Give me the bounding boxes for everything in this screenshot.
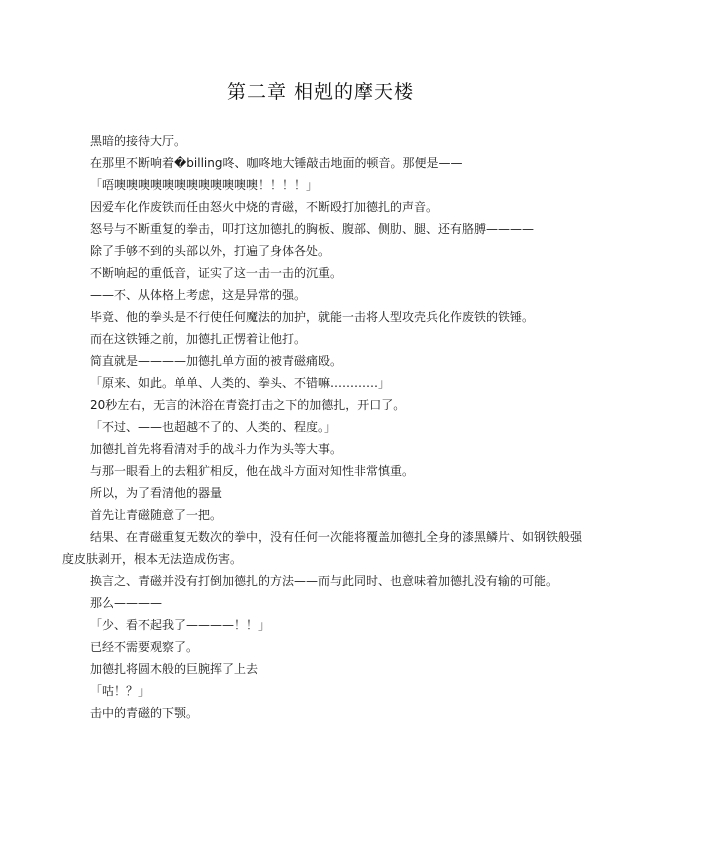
paragraph: 「咕！？」 bbox=[90, 684, 151, 698]
paragraph: 毕竟、他的拳头是不行使任何魔法的加护，就能一击将人型攻壳兵化作废铁的铁锤。 bbox=[90, 310, 535, 324]
paragraph: 换言之、青磁并没有打倒加德扎的方法——而与此同时、也意味着加德扎没有输的可能。 bbox=[90, 574, 559, 588]
paragraph: 而在这铁锤之前，加德扎正愣着让他打。 bbox=[90, 332, 307, 346]
paragraph: 结果、在青磁重复无数次的拳中，没有任何一次能将覆盖加德扎全身的漆黑鳞片、如钢铁般强度皮肤剥开，根本无法造成伤害。 bbox=[62, 530, 583, 566]
paragraph: 所以，为了看清他的器量 bbox=[90, 486, 223, 500]
paragraph: 简直就是————加德扎单方面的被青磁痛殴。 bbox=[90, 354, 343, 368]
paragraph: 20秒左右，无言的沐浴在青瓷打击之下的加德扎，开口了。 bbox=[90, 398, 406, 412]
paragraph: 与那一眼看上的去粗犷相反，他在战斗方面对知性非常慎重。 bbox=[90, 464, 415, 478]
paragraph: 击中的青磁的下颚。 bbox=[90, 706, 199, 720]
paragraph: 因爱车化作废铁而任由怒火中烧的青磁，不断殴打加德扎的声音。 bbox=[90, 200, 439, 214]
paragraph: 「原来、如此。单单、人类的、拳头、不错嘛…………」 bbox=[90, 376, 391, 390]
paragraph: 「少、看不起我了————！！」 bbox=[90, 618, 271, 632]
paragraph: 加德扎首先将看清对手的战斗力作为头等大事。 bbox=[90, 442, 343, 456]
paragraph: 在那里不断响着�billing咚、咖咚地大锤敲击地面的顿音。那便是—— bbox=[90, 156, 463, 170]
paragraph: 「唔噢噢噢噢噢噢噢噢噢噢噢噢！！！！」 bbox=[90, 178, 319, 192]
paragraph: 加德扎将圆木般的巨腕挥了上去 bbox=[90, 662, 259, 676]
paragraph: 「不过、——也超越不了的、人类的、程度。」 bbox=[90, 420, 337, 434]
paragraph: 那么———— bbox=[90, 596, 163, 610]
paragraph: 不断响起的重低音，证实了这一击一击的沉重。 bbox=[90, 266, 343, 280]
paragraph: 黑暗的接待大厅。 bbox=[90, 134, 187, 148]
paragraph: 首先让青磁随意了一把。 bbox=[90, 508, 223, 522]
paragraph: ——不、从体格上考虑，这是异常的强。 bbox=[90, 288, 307, 302]
paragraph: 怒号与不断重复的拳击，叩打这加德扎的胸板、腹部、侧肋、腿、还有胳膊———— bbox=[90, 222, 535, 236]
chapter-title: 第二章 相剋的摩天楼 bbox=[226, 81, 415, 103]
body-text bbox=[62, 130, 582, 724]
paragraph: 已经不需要观察了。 bbox=[90, 640, 199, 654]
paragraph: 除了手够不到的头部以外，打遍了身体各处。 bbox=[90, 244, 331, 258]
